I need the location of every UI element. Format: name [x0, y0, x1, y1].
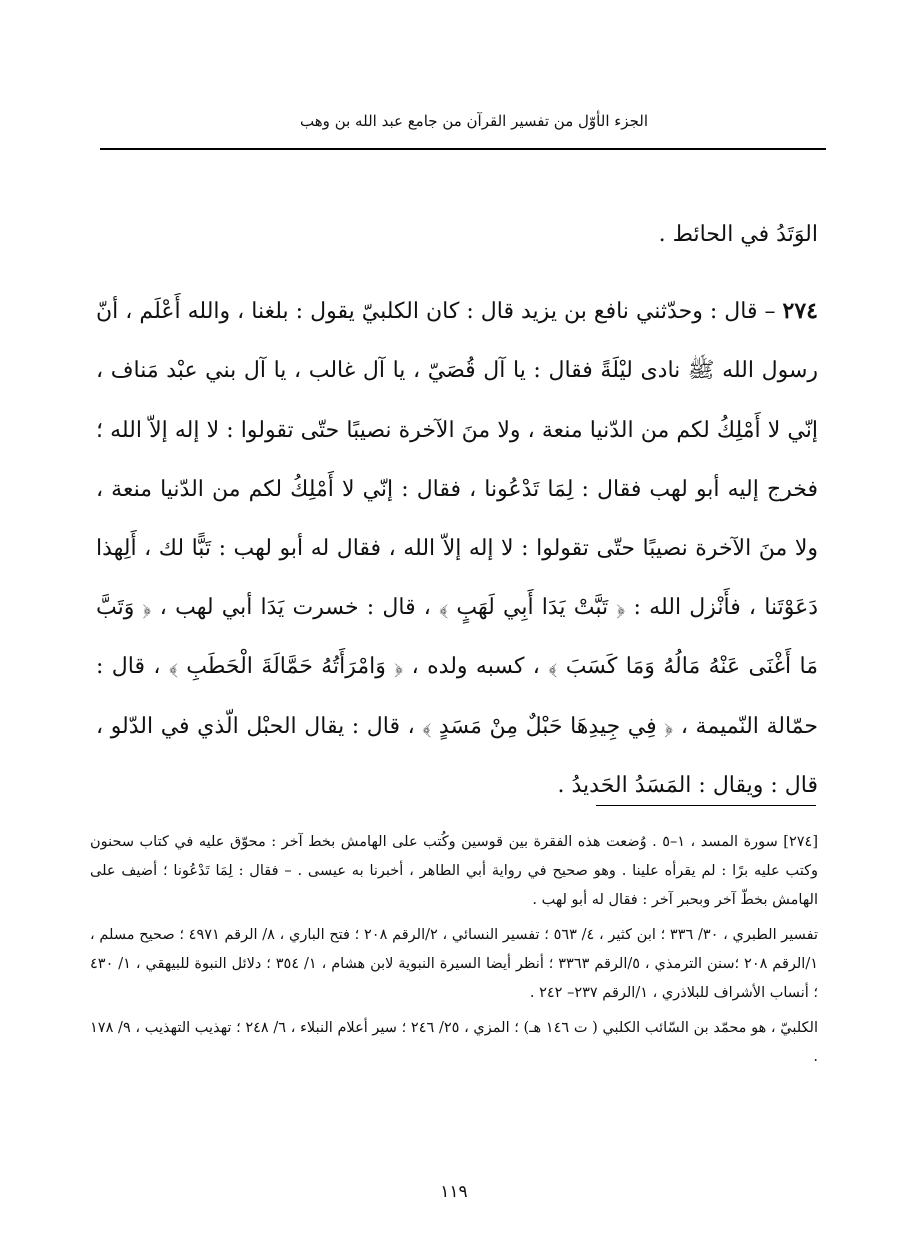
main-text — [96, 205, 818, 815]
footnotes — [90, 828, 818, 1078]
running-header-title: الجزء الأوّل من تفسير القرآن من جامع عبد الله بن وهب — [300, 112, 648, 130]
paragraph-number: ٢٧٤ — [782, 298, 818, 325]
page-number: ١١٩ — [440, 1182, 468, 1202]
footnote-274: [٢٧٤] سورة المسد ، ١–٥ . وُضعت هذه الفقرة بين قوسين وكُتب على الهامش بخط آخر : محوّق عليه في كتاب سحنون وكتب عليه برًا : لم يقرأه علينا . وهو صحيح في رواية أبي الطاهر ، أخبرنا به عيسى . – فقال : لِمَا تَدْعُونا ؛ أضيف على الهامش بخطّ آخر وبحبر آخر : فقال له أبو لهب . — [90, 834, 818, 908]
paragraph-text: – قال : وحدّثني نافع بن يزيد قال : كان الكلبيّ يقول : بلغنا ، والله أَعْلَم ، أنّ رسول الله ﷺ نادى ليْلَةً فقال : يا آل قُصَيّ ، يا آل غالب ، يا آل بني عبْد مَناف ، إنّي لا أَمْلِكُ لكم من الدّنيا منعة ، ولا منَ الآخرة نصيبًا حتّى تقولوا : لا إله إلاّ الله ؛ فخرج إليه أبو لهب فقال : لِمَا تَدْعُونا ، فقال : إنّي لا أَمْلِكُ لكم من الدّنيا منعة ، ولا منَ الآخرة نصيبًا حتّى تقولوا : لا إله إلاّ الله ، فقال له أبو لهب : تَبًّا لك ، أَلِهذا دَعَوْتَنا ، فأَنْزل الله : ﴿ تَبَّتْ يَدَا أَبِي لَهَبٍ ﴾ ، قال : خسرت يَدَا أبي لهب ، ﴿ وَتَبَّ مَا أَغْنَى عَنْهُ مَالُهُ وَمَا كَسَبَ ﴾ ، كسبه ولده ، ﴿ وَامْرَأَتُهُ حَمَّالَةَ الْحَطَبِ ﴾ ، قال : حمّالة النّميمة ، ﴿ فِي جِيدِهَا حَبْلٌ مِنْ مَسَدٍ ﴾ ، قال : يقال الحبْل الّذي في الدّلو ، قال : ويقال : المَسَدُ الحَديدُ . — [96, 299, 818, 798]
footnote-rule — [596, 805, 816, 806]
header-rule — [100, 148, 826, 150]
footnote-kalbi: الكلبيّ ، هو محمّد بن السّائب الكلبي ( ت ١٤٦ هـ) ؛ المزي ، ٢٥/ ٢٤٦ ؛ سير أعلام النبلاء ، ٦/ ٢٤٨ ؛ تهذيب التهذيب ، ٩/ ١٧٨ . — [90, 1020, 818, 1065]
opening-line: الوَتَدُ في الحائط . — [658, 222, 818, 247]
paragraph-274 — [96, 282, 818, 815]
footnote-references: تفسير الطبري ، ٣٠/ ٣٣٦ ؛ ابن كثير ، ٤/ ٥٦٣ ؛ تفسير النسائي ، ٢/الرقم ٢٠٨ ؛ فتح الباري ، ٨/ الرقم ٤٩٧١ ؛ صحيح مسلم ، ١/الرقم ٢٠٨ ؛سنن الترمذي ، ٥/الرقم ٣٣٦٣ ؛ أنظر أيضا السيرة النبوية لابن هشام ، ١/ ٣٥٤ ؛ دلائل النبوة للبيهقي ، ١/ ٤٣٠ ؛ أنساب الأشراف للبلاذري ، ١/الرقم ٢٣٧– ٢٤٢ . — [90, 927, 819, 1001]
